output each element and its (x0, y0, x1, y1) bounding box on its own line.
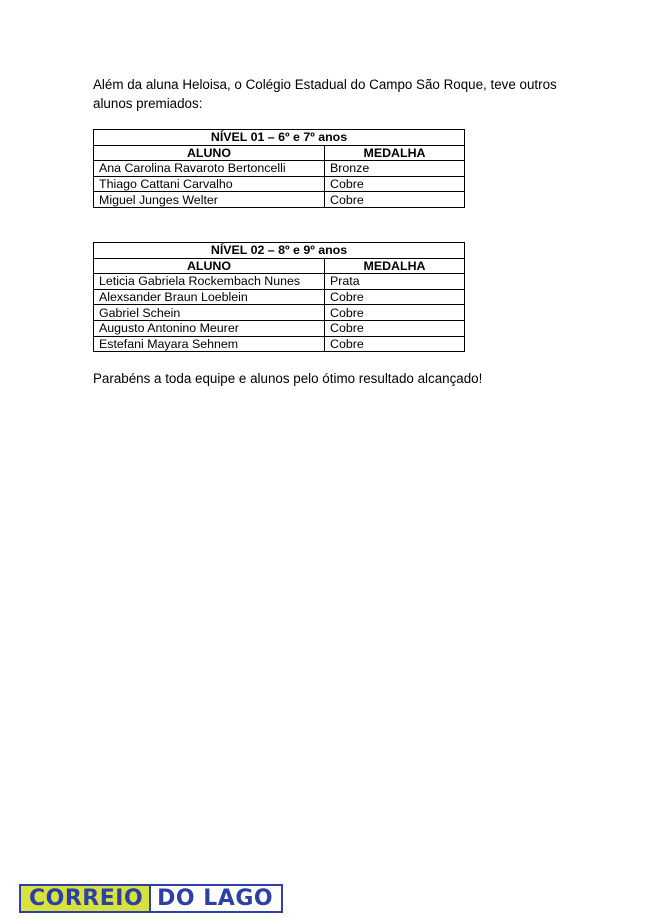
medal-value: Prata (325, 274, 465, 290)
medal-value: Cobre (325, 305, 465, 321)
table-row (94, 176, 465, 192)
student-name: Alexsander Braun Loeblein (94, 289, 325, 305)
table-row (94, 192, 465, 208)
table-header-row (94, 145, 465, 161)
column-header-aluno: ALUNO (94, 145, 325, 161)
student-name: Gabriel Schein (94, 305, 325, 321)
column-header-aluno: ALUNO (94, 258, 325, 274)
medal-value: Cobre (325, 176, 465, 192)
student-name: Miguel Junges Welter (94, 192, 325, 208)
table-row (94, 289, 465, 305)
student-name: Ana Carolina Ravaroto Bertoncelli (94, 161, 325, 177)
table-title-row (94, 243, 465, 259)
medal-value: Cobre (325, 289, 465, 305)
student-name: Augusto Antonino Meurer (94, 320, 325, 336)
table-title: NÍVEL 01 – 6º e 7º anos (94, 130, 465, 146)
table-row (94, 336, 465, 352)
logo-text-do-lago: DO LAGO (149, 884, 283, 913)
logo-text-correio: CORREIO (19, 884, 149, 913)
table-row (94, 161, 465, 177)
medal-value: Cobre (325, 320, 465, 336)
correio-do-lago-logo (19, 884, 283, 913)
medal-table-level-01 (93, 129, 465, 208)
table-row (94, 305, 465, 321)
table-header-row (94, 258, 465, 274)
medal-value: Cobre (325, 192, 465, 208)
student-name: Estefani Mayara Sehnem (94, 336, 325, 352)
medal-value: Cobre (325, 336, 465, 352)
table-row (94, 320, 465, 336)
intro-paragraph: Além da aluna Heloisa, o Colégio Estadual do Campo São Roque, teve outros alunos premiados: (93, 77, 557, 111)
student-name: Leticia Gabriela Rockembach Nunes (94, 274, 325, 290)
table-title: NÍVEL 02 – 8º e 9º anos (94, 243, 465, 259)
closing-paragraph: Parabéns a toda equipe e alunos pelo ótimo resultado alcançado! (93, 371, 483, 386)
column-header-medalha: MEDALHA (325, 145, 465, 161)
student-name: Thiago Cattani Carvalho (94, 176, 325, 192)
table-title-row (94, 130, 465, 146)
medal-table-level-02 (93, 242, 465, 352)
column-header-medalha: MEDALHA (325, 258, 465, 274)
table-row (94, 274, 465, 290)
medal-value: Bronze (325, 161, 465, 177)
